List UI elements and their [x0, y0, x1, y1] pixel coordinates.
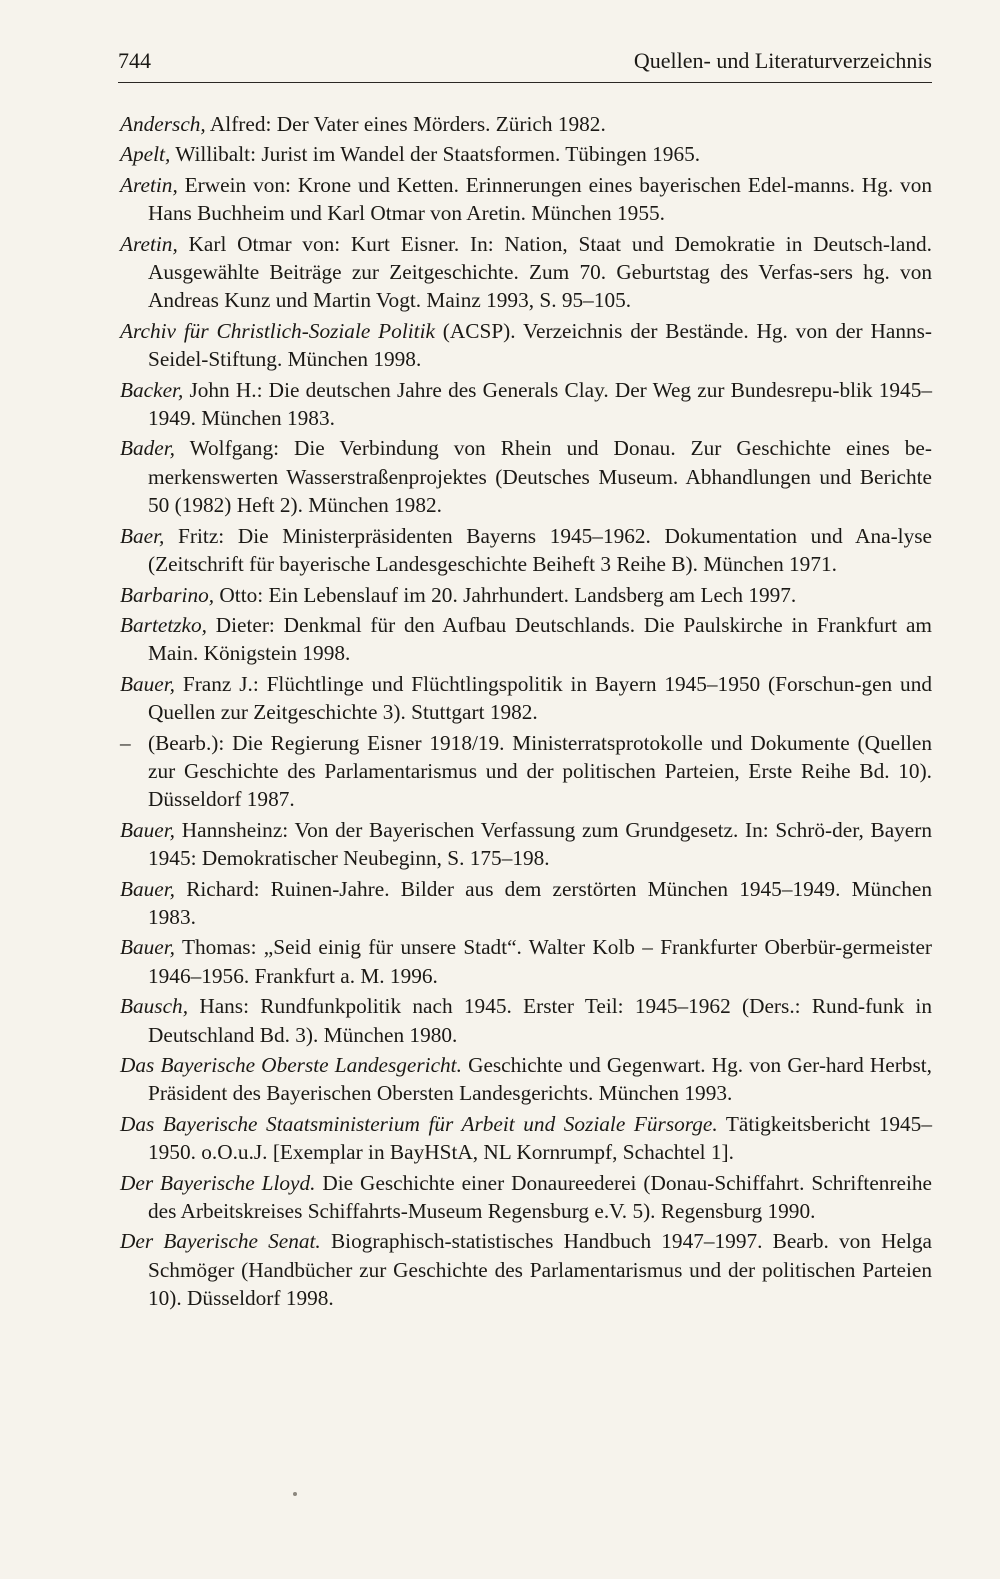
bibliography-entry — [120, 875, 932, 932]
bibliography-entry — [120, 1169, 932, 1226]
entry-author: Andersch, — [120, 112, 206, 136]
entry-author: Bauer, — [120, 817, 176, 842]
entry-text: John H.: Die deutschen Jahre des Generals Clay. Der Weg zur Bundesrepu-blik 1945–1949. München 1983. — [148, 377, 932, 431]
bibliography-entry — [120, 522, 932, 579]
bibliography-entry — [120, 1051, 932, 1108]
bibliography-entry — [120, 1110, 932, 1167]
entry-author: Backer, — [120, 377, 184, 402]
bibliography-entry — [120, 434, 932, 519]
bibliography-entry — [120, 376, 932, 433]
entry-text: Otto: Ein Lebenslauf im 20. Jahrhundert. Landsberg am Lech 1997. — [219, 582, 797, 607]
entry-text: Hans: Rundfunkpolitik nach 1945. Erster Teil: 1945–1962 (Ders.: Rund-funk in Deutschland Bd. 3). München 1980. — [148, 994, 932, 1047]
entry-author: Baer, — [120, 523, 165, 548]
entry-text: Tätigkeitsbericht 1945–1950. o.O.u.J. [Exemplar in BayHStA, NL Kornrumpf, Schachtel 1]. — [148, 1111, 932, 1165]
entry-text: Thomas: „Seid einig für unsere Stadt“. Walter Kolb – Frankfurter Oberbür-germeister 1946–1956. Frankfurt a. M. 1996. — [148, 935, 932, 988]
entry-author: Bauer, — [120, 671, 176, 696]
entry-author: Bausch, — [120, 994, 189, 1019]
entry-text: Willibalt: Jurist im Wandel der Staatsformen. Tübingen 1965. — [175, 142, 701, 167]
entry-text: Erwein von: Krone und Ketten. Erinnerungen eines bayerischen Edel-manns. Hg. von Hans Buchheim und Karl Otmar von Aretin. München 1955. — [148, 172, 932, 226]
entry-author: Bader, — [120, 436, 176, 461]
entry-text: Dieter: Denkmal für den Aufbau Deutschlands. Die Paulskirche in Frankfurt am Main. Königstein 1998. — [148, 612, 932, 666]
entry-text: Karl Otmar von: Kurt Eisner. In: Nation, Staat und Demokratie in Deutsch-land. Ausgewählte Beiträge zur Zeitgeschichte. Zum 70. Geburtstag des Verfas-sers hg. von Andreas Kunz und Martin Vogt. Mainz 1993, S. 95–105. — [148, 231, 932, 313]
bibliography-entry — [120, 933, 932, 990]
bibliography-entry — [120, 140, 932, 168]
bibliography-entry — [120, 171, 932, 228]
entry-author: Das Bayerische Oberste Landesgericht. — [120, 1053, 462, 1077]
entry-repeat-dash: – — [120, 730, 131, 755]
running-head: Quellen- und Literaturverzeichnis — [633, 48, 932, 73]
bibliography-list — [120, 110, 932, 1315]
bibliography-entry — [120, 611, 932, 668]
bibliography-entry — [120, 670, 932, 727]
entry-author: Bauer, — [120, 935, 176, 960]
entry-text: Fritz: Die Ministerpräsidenten Bayerns 1945–1962. Dokumentation und Ana-lyse (Zeitschrift für bayerische Landesgeschichte Beiheft 3 Reihe B). München 1971. — [148, 523, 932, 577]
entry-text: Richard: Ruinen-Jahre. Bilder aus dem zerstörten München 1945–1949. München 1983. — [148, 876, 932, 929]
bibliography-entry — [120, 581, 932, 609]
entry-author: Das Bayerische Staatsministerium für Arbeit und Soziale Fürsorge. — [120, 1111, 718, 1136]
entry-author: Aretin, — [120, 172, 178, 197]
entry-text: Geschichte und Gegenwart. Hg. von Ger-hard Herbst, Präsident des Bayerischen Obersten Landesgerichts. München 1993. — [148, 1053, 932, 1106]
page-number: 744 — [118, 48, 151, 73]
bibliography-entry — [120, 729, 932, 814]
entry-author: Barbarino, — [120, 582, 215, 607]
bibliography-entry — [120, 110, 932, 138]
bibliography-entry — [120, 992, 932, 1049]
entry-text: Hannsheinz: Von der Bayerischen Verfassung zum Grundgesetz. In: Schrö-der, Bayern 1945: Demokratischer Neubeginn, S. 175–198. — [148, 817, 932, 871]
entry-text: (ACSP). Verzeichnis der Bestände. Hg. von der Hanns-Seidel-Stiftung. München 1998. — [148, 318, 933, 372]
bibliography-entry — [120, 1227, 932, 1312]
entry-author: Apelt, — [120, 142, 171, 167]
entry-author: Bartetzko, — [120, 612, 207, 637]
entry-author: Der Bayerische Senat. — [120, 1229, 321, 1254]
entry-author: Aretin, — [120, 231, 178, 256]
entry-author: Bauer, — [120, 876, 176, 901]
entry-text: Wolfgang: Die Verbindung von Rhein und Donau. Zur Geschichte eines be-merkenswerten Wasserstraßenprojektes (Deutsches Museum. Abhandlungen und Berichte 50 (1982) Heft 2). München 1982. — [148, 436, 932, 518]
bibliography-entry — [120, 317, 932, 374]
bibliography-entry — [120, 816, 932, 873]
entry-text: Biographisch-statistisches Handbuch 1947–1997. Bearb. von Helga Schmöger (Handbücher zur Geschichte des Parlamentarismus und der politischen Parteien 10). Düsseldorf 1998. — [148, 1229, 932, 1311]
bibliography-entry — [120, 230, 932, 315]
paper-speck — [293, 1492, 297, 1496]
entry-text: Die Geschichte einer Donaureederei (Donau-Schiffahrt. Schriftenreihe des Arbeitskreises Schiffahrts-Museum Regensburg e.V. 5). Regensburg 1990. — [148, 1170, 932, 1224]
entry-author: Der Bayerische Lloyd. — [120, 1170, 316, 1195]
entry-author: Archiv für Christlich-Soziale Politik — [120, 318, 435, 343]
entry-text: (Bearb.): Die Regierung Eisner 1918/19. Ministerratsprotokolle und Dokumente (Quellen zur Geschichte des Parlamentarismus und der politischen Parteien, Erste Reihe Bd. 10). Düsseldorf 1987. — [148, 730, 932, 812]
entry-text: Alfred: Der Vater eines Mörders. Zürich 1982. — [209, 112, 606, 136]
page-header — [118, 48, 932, 83]
entry-text: Franz J.: Flüchtlinge und Flüchtlingspolitik in Bayern 1945–1950 (Forschun-gen und Quellen zur Zeitgeschichte 3). Stuttgart 1982. — [148, 671, 933, 725]
